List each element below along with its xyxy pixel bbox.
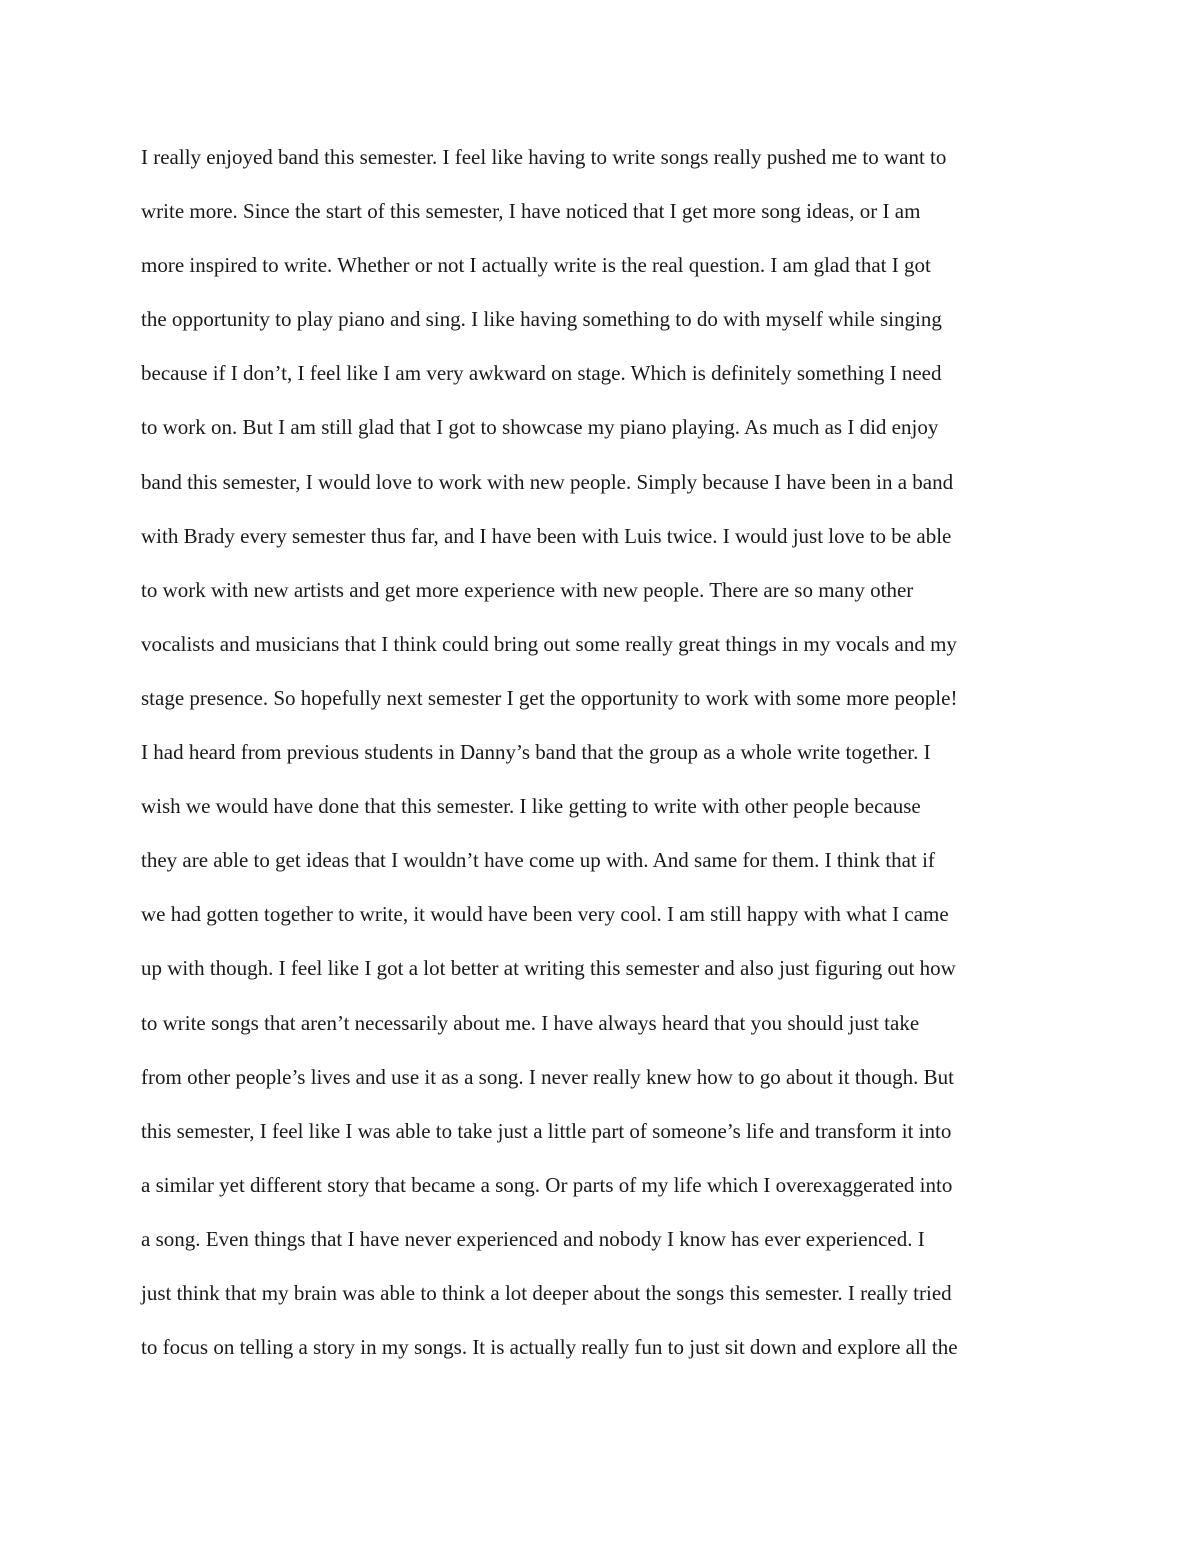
text-line: I really enjoyed band this semester. I feel like having to write songs really pushed me to want to	[141, 145, 947, 169]
text-line: I had heard from previous students in Danny’s band that the group as a whole write together. I	[141, 740, 931, 765]
text-line: the opportunity to play piano and sing. I like having something to do with myself while singing	[141, 307, 942, 332]
text-line: to focus on telling a story in my songs. It is actually really fun to just sit down and explore all the	[141, 1335, 958, 1360]
text-line: they are able to get ideas that I wouldn’t have come up with. And same for them. I think that if	[141, 848, 935, 873]
text-line: to work with new artists and get more experience with new people. There are so many other	[141, 577, 914, 602]
text-line: stage presence. So hopefully next semester I get the opportunity to work with some more people!	[141, 685, 958, 710]
text-line: just think that my brain was able to think a lot deeper about the songs this semester. I really tried	[141, 1280, 952, 1305]
text-line: vocalists and musicians that I think could bring out some really great things in my vocals and my	[141, 631, 957, 656]
text-line: with Brady every semester thus far, and I have been with Luis twice. I would just love to be able	[141, 523, 952, 548]
text-line: this semester, I feel like I was able to take just a little part of someone’s life and transform it into	[141, 1118, 952, 1143]
text-line: wish we would have done that this semester. I like getting to write with other people because	[141, 794, 921, 819]
text-line: up with though. I feel like I got a lot better at writing this semester and also just figuring out how	[141, 956, 956, 981]
text-line: write more. Since the start of this semester, I have noticed that I get more song ideas, or I am	[141, 199, 921, 224]
text-line: band this semester, I would love to work with new people. Simply because I have been in a band	[141, 469, 954, 494]
text-line: from other people’s lives and use it as a song. I never really knew how to go about it though. But	[141, 1064, 955, 1089]
text-line: to write songs that aren’t necessarily about me. I have always heard that you should just take	[141, 1010, 920, 1035]
text-line: we had gotten together to write, it would have been very cool. I am still happy with what I came	[141, 902, 949, 927]
text-line: a song. Even things that I have never experienced and nobody I know has ever experienced. I	[141, 1226, 925, 1251]
text-line: a similar yet different story that became a song. Or parts of my life which I overexaggerated into	[141, 1172, 953, 1197]
essay-body	[141, 130, 1071, 1374]
text-line: because if I don’t, I feel like I am very awkward on stage. Which is definitely something I need	[141, 361, 942, 386]
text-line: more inspired to write. Whether or not I actually write is the real question. I am glad that I got	[141, 253, 931, 278]
text-line: to work on. But I am still glad that I got to showcase my piano playing. As much as I did enjoy	[141, 415, 939, 440]
